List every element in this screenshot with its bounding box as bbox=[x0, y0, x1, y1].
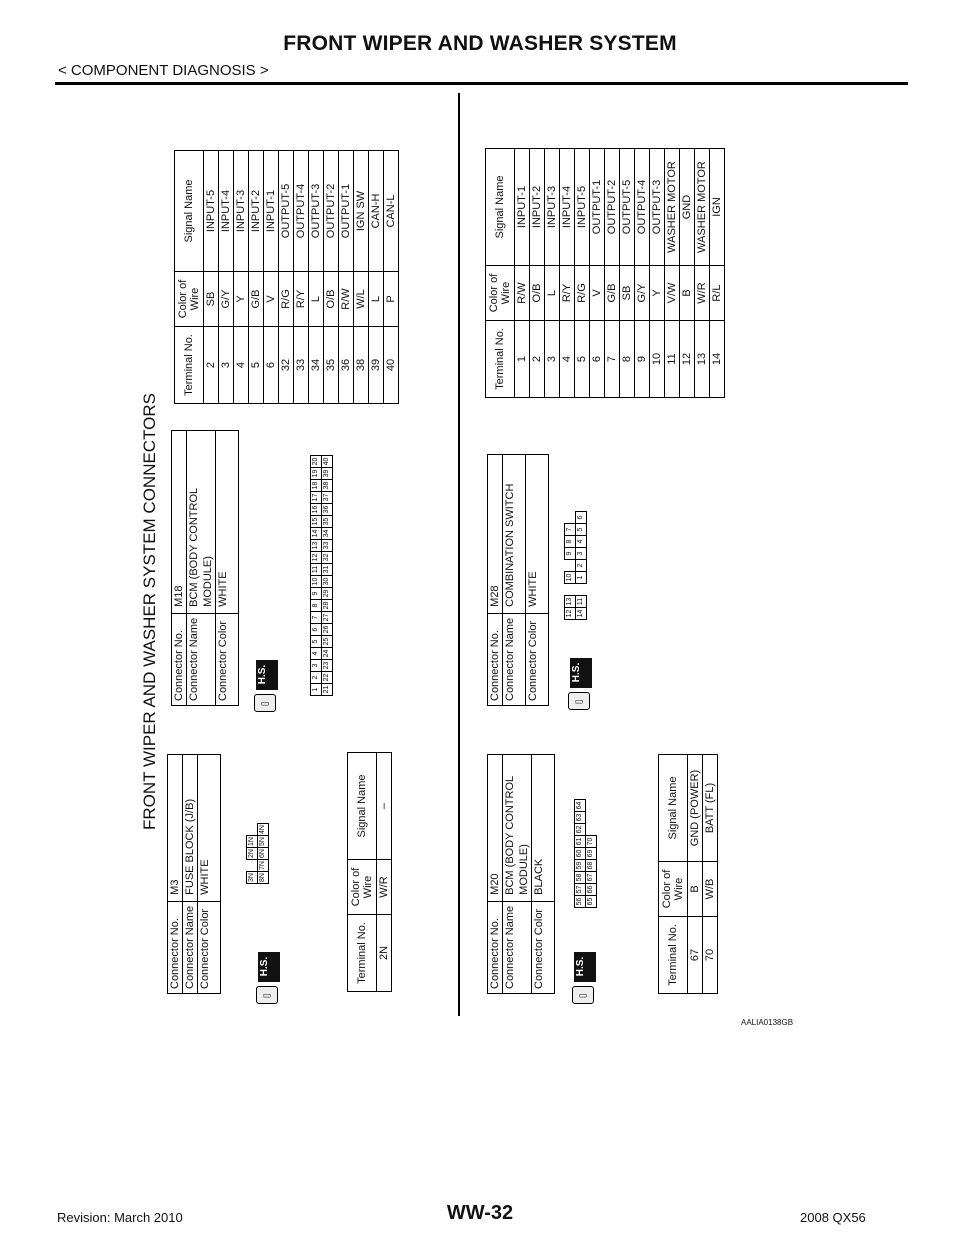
terminal-no: 40 bbox=[384, 327, 399, 404]
m28-connector-no: M28 bbox=[488, 455, 503, 614]
wire-color: O/B bbox=[530, 266, 545, 321]
connector-pin: 6 bbox=[311, 624, 322, 636]
connector-pin: 20 bbox=[311, 456, 322, 468]
hs-badge-m18 bbox=[248, 660, 278, 710]
connector-pin: 4N bbox=[258, 824, 269, 836]
signal-name: INPUT-5 bbox=[575, 149, 590, 266]
connector-pin: 18 bbox=[311, 480, 322, 492]
terminal-no: 36 bbox=[339, 327, 354, 404]
connector-pin: 37 bbox=[322, 492, 333, 504]
m18-connector-face bbox=[310, 455, 333, 696]
connector-pin: 5 bbox=[311, 636, 322, 648]
signal-name: OUTPUT-4 bbox=[635, 149, 650, 266]
signal-name: INPUT-4 bbox=[219, 151, 234, 272]
wire-color: Y bbox=[650, 266, 665, 321]
connector-pin: 1N bbox=[247, 836, 258, 848]
connector-pin: 23 bbox=[322, 660, 333, 672]
terminal-row bbox=[279, 151, 294, 404]
label-connector-name: Connector Name bbox=[503, 901, 532, 993]
signal-name: INPUT-3 bbox=[545, 149, 560, 266]
connector-pin: 65 bbox=[586, 896, 597, 908]
connector-pin: 9 bbox=[311, 588, 322, 600]
label-connector-name: Connector Name bbox=[183, 901, 198, 993]
m28-connector-color: WHITE bbox=[526, 455, 549, 614]
connector-pin: 64 bbox=[575, 800, 586, 812]
connector-pin: 8 bbox=[565, 536, 576, 548]
hs-badge-m20 bbox=[566, 952, 596, 1002]
hs-badge-m28 bbox=[562, 658, 592, 708]
m20-connector-name: BCM (BODY CONTROL MODULE) bbox=[503, 755, 532, 902]
connector-pin bbox=[576, 584, 587, 596]
col-color-of-wire: Color of Wire bbox=[175, 272, 204, 327]
terminal-row bbox=[234, 151, 249, 404]
connector-pin: 22 bbox=[322, 672, 333, 684]
wire-color: L bbox=[369, 272, 384, 327]
terminal-no: 35 bbox=[324, 327, 339, 404]
connector-pin: 7 bbox=[311, 612, 322, 624]
connector-icon: ▭ bbox=[254, 694, 276, 712]
connector-pin: 12 bbox=[565, 608, 576, 620]
connector-pin: 27 bbox=[322, 612, 333, 624]
connector-pin: 58 bbox=[575, 872, 586, 884]
wire-color: O/B bbox=[324, 272, 339, 327]
label-connector-no: Connector No. bbox=[168, 901, 183, 993]
label-connector-color: Connector Color bbox=[198, 901, 221, 993]
connector-pin bbox=[247, 860, 258, 872]
terminal-row bbox=[369, 151, 384, 404]
column-divider bbox=[458, 93, 460, 1016]
signal-name: IGN SW bbox=[354, 151, 369, 272]
connector-pin: 14 bbox=[311, 528, 322, 540]
label-connector-color: Connector Color bbox=[526, 613, 549, 705]
connector-pin: 36 bbox=[322, 504, 333, 516]
wire-color: SB bbox=[620, 266, 635, 321]
connector-pin: 57 bbox=[575, 884, 586, 896]
terminal-no: 8 bbox=[620, 321, 635, 398]
connector-pin: 13 bbox=[311, 540, 322, 552]
wire-color: B bbox=[688, 862, 703, 917]
label-connector-no: Connector No. bbox=[172, 613, 187, 705]
signal-name: CAN-L bbox=[384, 151, 399, 272]
signal-name: BATT (FL) bbox=[703, 755, 718, 862]
connector-pin: 60 bbox=[575, 848, 586, 860]
signal-name: OUTPUT-3 bbox=[309, 151, 324, 272]
connector-pin: 15 bbox=[311, 516, 322, 528]
signal-name: OUTPUT-1 bbox=[590, 149, 605, 266]
terminal-row bbox=[680, 149, 695, 398]
connector-pin: 34 bbox=[322, 528, 333, 540]
signal-name: INPUT-1 bbox=[264, 151, 279, 272]
wire-color: R/Y bbox=[560, 266, 575, 321]
m18-connector-name: BCM (BODY CONTROL MODULE) bbox=[187, 431, 216, 614]
terminal-row bbox=[219, 151, 234, 404]
m28-terminal-table bbox=[485, 148, 725, 398]
m3-info-table bbox=[167, 754, 221, 994]
terminal-no: 7 bbox=[605, 321, 620, 398]
connector-pin: 1 bbox=[576, 572, 587, 584]
connector-pin: 67 bbox=[586, 872, 597, 884]
signal-name: OUTPUT-5 bbox=[279, 151, 294, 272]
connector-pin: 39 bbox=[322, 468, 333, 480]
connector-pin: 3 bbox=[311, 660, 322, 672]
terminal-row bbox=[294, 151, 309, 404]
connector-icon: ▭ bbox=[572, 986, 594, 1004]
wire-color: P bbox=[384, 272, 399, 327]
wire-color: W/R bbox=[377, 860, 392, 915]
terminal-row bbox=[204, 151, 219, 404]
connector-pin: 63 bbox=[575, 812, 586, 824]
terminal-row bbox=[309, 151, 324, 404]
signal-name: OUTPUT-1 bbox=[339, 151, 354, 272]
connector-pin: 14 bbox=[576, 608, 587, 620]
terminal-row bbox=[354, 151, 369, 404]
terminal-row bbox=[515, 149, 530, 398]
connector-pin: 25 bbox=[322, 636, 333, 648]
col-color-of-wire: Color of Wire bbox=[659, 862, 688, 917]
wire-color: V bbox=[264, 272, 279, 327]
signal-name: INPUT-2 bbox=[530, 149, 545, 266]
col-signal-name: Signal Name bbox=[175, 151, 204, 272]
connector-pin: 61 bbox=[575, 836, 586, 848]
m3-connector-face bbox=[246, 823, 269, 884]
col-terminal-no: Terminal No. bbox=[348, 915, 377, 992]
connector-pin: 9 bbox=[565, 548, 576, 560]
terminal-row bbox=[324, 151, 339, 404]
terminal-no: 2N bbox=[377, 915, 392, 992]
connector-pin: 6 bbox=[576, 512, 587, 524]
connector-pin: 7N bbox=[258, 860, 269, 872]
section-title: FRONT WIPER AND WASHER SYSTEM CONNECTORS bbox=[140, 392, 159, 830]
terminal-no: 3 bbox=[219, 327, 234, 404]
connector-pin: 26 bbox=[322, 624, 333, 636]
connector-pin: 19 bbox=[311, 468, 322, 480]
signal-name: OUTPUT-5 bbox=[620, 149, 635, 266]
terminal-row bbox=[530, 149, 545, 398]
label-connector-color: Connector Color bbox=[532, 901, 555, 993]
connector-pin: 56 bbox=[575, 896, 586, 908]
terminal-row bbox=[665, 149, 680, 398]
model-year: 2008 QX56 bbox=[800, 1210, 866, 1225]
connector-pin: 6N bbox=[258, 848, 269, 860]
terminal-row bbox=[650, 149, 665, 398]
header-rule bbox=[55, 82, 908, 85]
terminal-no: 33 bbox=[294, 327, 309, 404]
terminal-row bbox=[377, 753, 392, 992]
terminal-no: 9 bbox=[635, 321, 650, 398]
revision-date: Revision: March 2010 bbox=[57, 1210, 183, 1225]
signal-name: INPUT-3 bbox=[234, 151, 249, 272]
hs-badge-m3 bbox=[250, 952, 280, 1002]
page-number: WW-32 bbox=[446, 1202, 514, 1224]
connector-pin: 33 bbox=[322, 540, 333, 552]
connector-pin bbox=[565, 560, 576, 572]
signal-name: OUTPUT-3 bbox=[650, 149, 665, 266]
col-terminal-no: Terminal No. bbox=[175, 327, 204, 404]
connector-pin: 59 bbox=[575, 860, 586, 872]
connector-pin: 32 bbox=[322, 552, 333, 564]
signal-name: OUTPUT-2 bbox=[324, 151, 339, 272]
connector-pin: 2 bbox=[311, 672, 322, 684]
col-terminal-no: Terminal No. bbox=[659, 917, 688, 994]
signal-name: CAN-H bbox=[369, 151, 384, 272]
connector-pin: 8N bbox=[258, 872, 269, 884]
wire-color: G/Y bbox=[219, 272, 234, 327]
terminal-no: 6 bbox=[590, 321, 605, 398]
wire-color: Y bbox=[234, 272, 249, 327]
connector-pin: 17 bbox=[311, 492, 322, 504]
terminal-no: 70 bbox=[703, 917, 718, 994]
terminal-row bbox=[695, 149, 710, 398]
label-connector-no: Connector No. bbox=[488, 613, 503, 705]
col-signal-name: Signal Name bbox=[486, 149, 515, 266]
connector-pin: 13 bbox=[565, 596, 576, 608]
connector-pin: 40 bbox=[322, 456, 333, 468]
wire-color: V bbox=[590, 266, 605, 321]
wire-color: R/W bbox=[515, 266, 530, 321]
terminal-row bbox=[703, 755, 718, 994]
connector-icon: ▭ bbox=[256, 986, 278, 1004]
m28-info-table bbox=[487, 454, 549, 706]
terminal-no: 39 bbox=[369, 327, 384, 404]
terminal-no: 2 bbox=[530, 321, 545, 398]
terminal-row bbox=[605, 149, 620, 398]
terminal-no: 32 bbox=[279, 327, 294, 404]
wire-color: R/G bbox=[279, 272, 294, 327]
m20-connector-color: BLACK bbox=[532, 755, 555, 902]
terminal-no: 67 bbox=[688, 917, 703, 994]
terminal-no: 14 bbox=[710, 321, 725, 398]
col-color-of-wire: Color of Wire bbox=[348, 860, 377, 915]
connector-pin: 21 bbox=[322, 684, 333, 696]
connector-pin: 35 bbox=[322, 516, 333, 528]
col-signal-name: Signal Name bbox=[659, 755, 688, 862]
signal-name: OUTPUT-2 bbox=[605, 149, 620, 266]
label-connector-name: Connector Name bbox=[503, 613, 526, 705]
wire-color: W/B bbox=[703, 862, 718, 917]
terminal-row bbox=[590, 149, 605, 398]
terminal-row bbox=[249, 151, 264, 404]
col-terminal-no: Terminal No. bbox=[486, 321, 515, 398]
connector-pin: 8 bbox=[311, 600, 322, 612]
connector-pin: 24 bbox=[322, 648, 333, 660]
connector-pin: 1 bbox=[311, 684, 322, 696]
m20-connector-no: M20 bbox=[488, 755, 503, 902]
connector-pin: 30 bbox=[322, 576, 333, 588]
connector-pin: 3N bbox=[247, 872, 258, 884]
m20-connector-face bbox=[574, 799, 597, 908]
m28-connector-face bbox=[564, 511, 587, 620]
hs-label: H.S. bbox=[259, 956, 271, 977]
m18-connector-no: M18 bbox=[172, 431, 187, 614]
connector-pin: 16 bbox=[311, 504, 322, 516]
signal-name: INPUT-5 bbox=[204, 151, 219, 272]
page-title: FRONT WIPER AND WASHER SYSTEM bbox=[283, 32, 677, 55]
connector-pin: 7 bbox=[565, 524, 576, 536]
terminal-no: 12 bbox=[680, 321, 695, 398]
m3-connector-name: FUSE BLOCK (J/B) bbox=[183, 755, 198, 902]
connector-pin: 11 bbox=[576, 596, 587, 608]
terminal-no: 5 bbox=[575, 321, 590, 398]
wire-color: R/W bbox=[339, 272, 354, 327]
terminal-row bbox=[339, 151, 354, 404]
terminal-no: 11 bbox=[665, 321, 680, 398]
col-signal-name: Signal Name bbox=[348, 753, 377, 860]
terminal-no: 4 bbox=[234, 327, 249, 404]
wire-color: G/B bbox=[605, 266, 620, 321]
connector-pin: 2N bbox=[247, 848, 258, 860]
terminal-no: 5 bbox=[249, 327, 264, 404]
hs-label: H.S. bbox=[575, 956, 587, 977]
wire-color: SB bbox=[204, 272, 219, 327]
terminal-row bbox=[384, 151, 399, 404]
connector-pin: 29 bbox=[322, 588, 333, 600]
terminal-no: 3 bbox=[545, 321, 560, 398]
m18-terminal-table bbox=[174, 150, 399, 404]
signal-name: GND bbox=[680, 149, 695, 266]
terminal-row bbox=[545, 149, 560, 398]
wire-color: W/L bbox=[354, 272, 369, 327]
terminal-no: 13 bbox=[695, 321, 710, 398]
label-connector-name: Connector Name bbox=[187, 613, 216, 705]
wire-color: L bbox=[309, 272, 324, 327]
terminal-no: 6 bbox=[264, 327, 279, 404]
signal-name: OUTPUT-4 bbox=[294, 151, 309, 272]
label-connector-no: Connector No. bbox=[488, 901, 503, 993]
label-connector-color: Connector Color bbox=[216, 613, 239, 705]
connector-pin: 38 bbox=[322, 480, 333, 492]
m28-connector-name: COMBINATION SWITCH bbox=[503, 455, 526, 614]
signal-name: INPUT-4 bbox=[560, 149, 575, 266]
hs-label: H.S. bbox=[571, 662, 583, 683]
connector-pin: 70 bbox=[586, 836, 597, 848]
connector-pin: 62 bbox=[575, 824, 586, 836]
signal-name: WASHER MOTOR bbox=[665, 149, 680, 266]
wire-color: G/B bbox=[249, 272, 264, 327]
terminal-row bbox=[635, 149, 650, 398]
m3-terminal-table bbox=[347, 752, 392, 992]
terminal-no: 1 bbox=[515, 321, 530, 398]
terminal-no: 38 bbox=[354, 327, 369, 404]
m3-connector-color: WHITE bbox=[198, 755, 221, 902]
connector-pin: 28 bbox=[322, 600, 333, 612]
page-subtitle: < COMPONENT DIAGNOSIS > bbox=[58, 62, 269, 79]
connector-pin bbox=[565, 584, 576, 596]
terminal-row bbox=[560, 149, 575, 398]
wire-color: W/R bbox=[695, 266, 710, 321]
connector-pin: 10 bbox=[311, 576, 322, 588]
m20-info-table bbox=[487, 754, 555, 994]
signal-name: WASHER MOTOR bbox=[695, 149, 710, 266]
terminal-no: 10 bbox=[650, 321, 665, 398]
connector-pin: 2 bbox=[576, 560, 587, 572]
terminal-row bbox=[710, 149, 725, 398]
m18-info-table bbox=[171, 430, 239, 706]
connector-pin: 3 bbox=[576, 548, 587, 560]
connector-pin: 10 bbox=[565, 572, 576, 584]
connector-pin: 4 bbox=[311, 648, 322, 660]
image-id: AALIA0138GB bbox=[741, 1018, 794, 1027]
wire-color: G/Y bbox=[635, 266, 650, 321]
connector-pin: 11 bbox=[311, 564, 322, 576]
m20-terminal-table bbox=[658, 754, 718, 994]
terminal-no: 34 bbox=[309, 327, 324, 404]
terminal-no: 4 bbox=[560, 321, 575, 398]
signal-name: IGN bbox=[710, 149, 725, 266]
m18-connector-color: WHITE bbox=[216, 431, 239, 614]
connector-pin: 31 bbox=[322, 564, 333, 576]
connector-pin: 12 bbox=[311, 552, 322, 564]
wire-color: V/W bbox=[665, 266, 680, 321]
connector-pin: 66 bbox=[586, 884, 597, 896]
connector-pin: 5 bbox=[576, 524, 587, 536]
terminal-row bbox=[620, 149, 635, 398]
wire-color: B bbox=[680, 266, 695, 321]
signal-name: INPUT-2 bbox=[249, 151, 264, 272]
wire-color: R/L bbox=[710, 266, 725, 321]
terminal-no: 2 bbox=[204, 327, 219, 404]
connector-pin: 68 bbox=[586, 860, 597, 872]
signal-name: INPUT-1 bbox=[515, 149, 530, 266]
terminal-row bbox=[688, 755, 703, 994]
connector-pin: 4 bbox=[576, 536, 587, 548]
terminal-row bbox=[575, 149, 590, 398]
signal-name: – bbox=[377, 753, 392, 860]
wire-color: L bbox=[545, 266, 560, 321]
col-color-of-wire: Color of Wire bbox=[486, 266, 515, 321]
m3-connector-no: M3 bbox=[168, 755, 183, 902]
signal-name: GND (POWER) bbox=[688, 755, 703, 862]
terminal-row bbox=[264, 151, 279, 404]
connector-icon: ▭ bbox=[568, 692, 590, 710]
hs-label: H.S. bbox=[257, 664, 269, 685]
wire-color: R/Y bbox=[294, 272, 309, 327]
connector-pin: 5N bbox=[258, 836, 269, 848]
wire-color: R/G bbox=[575, 266, 590, 321]
connector-pin: 69 bbox=[586, 848, 597, 860]
